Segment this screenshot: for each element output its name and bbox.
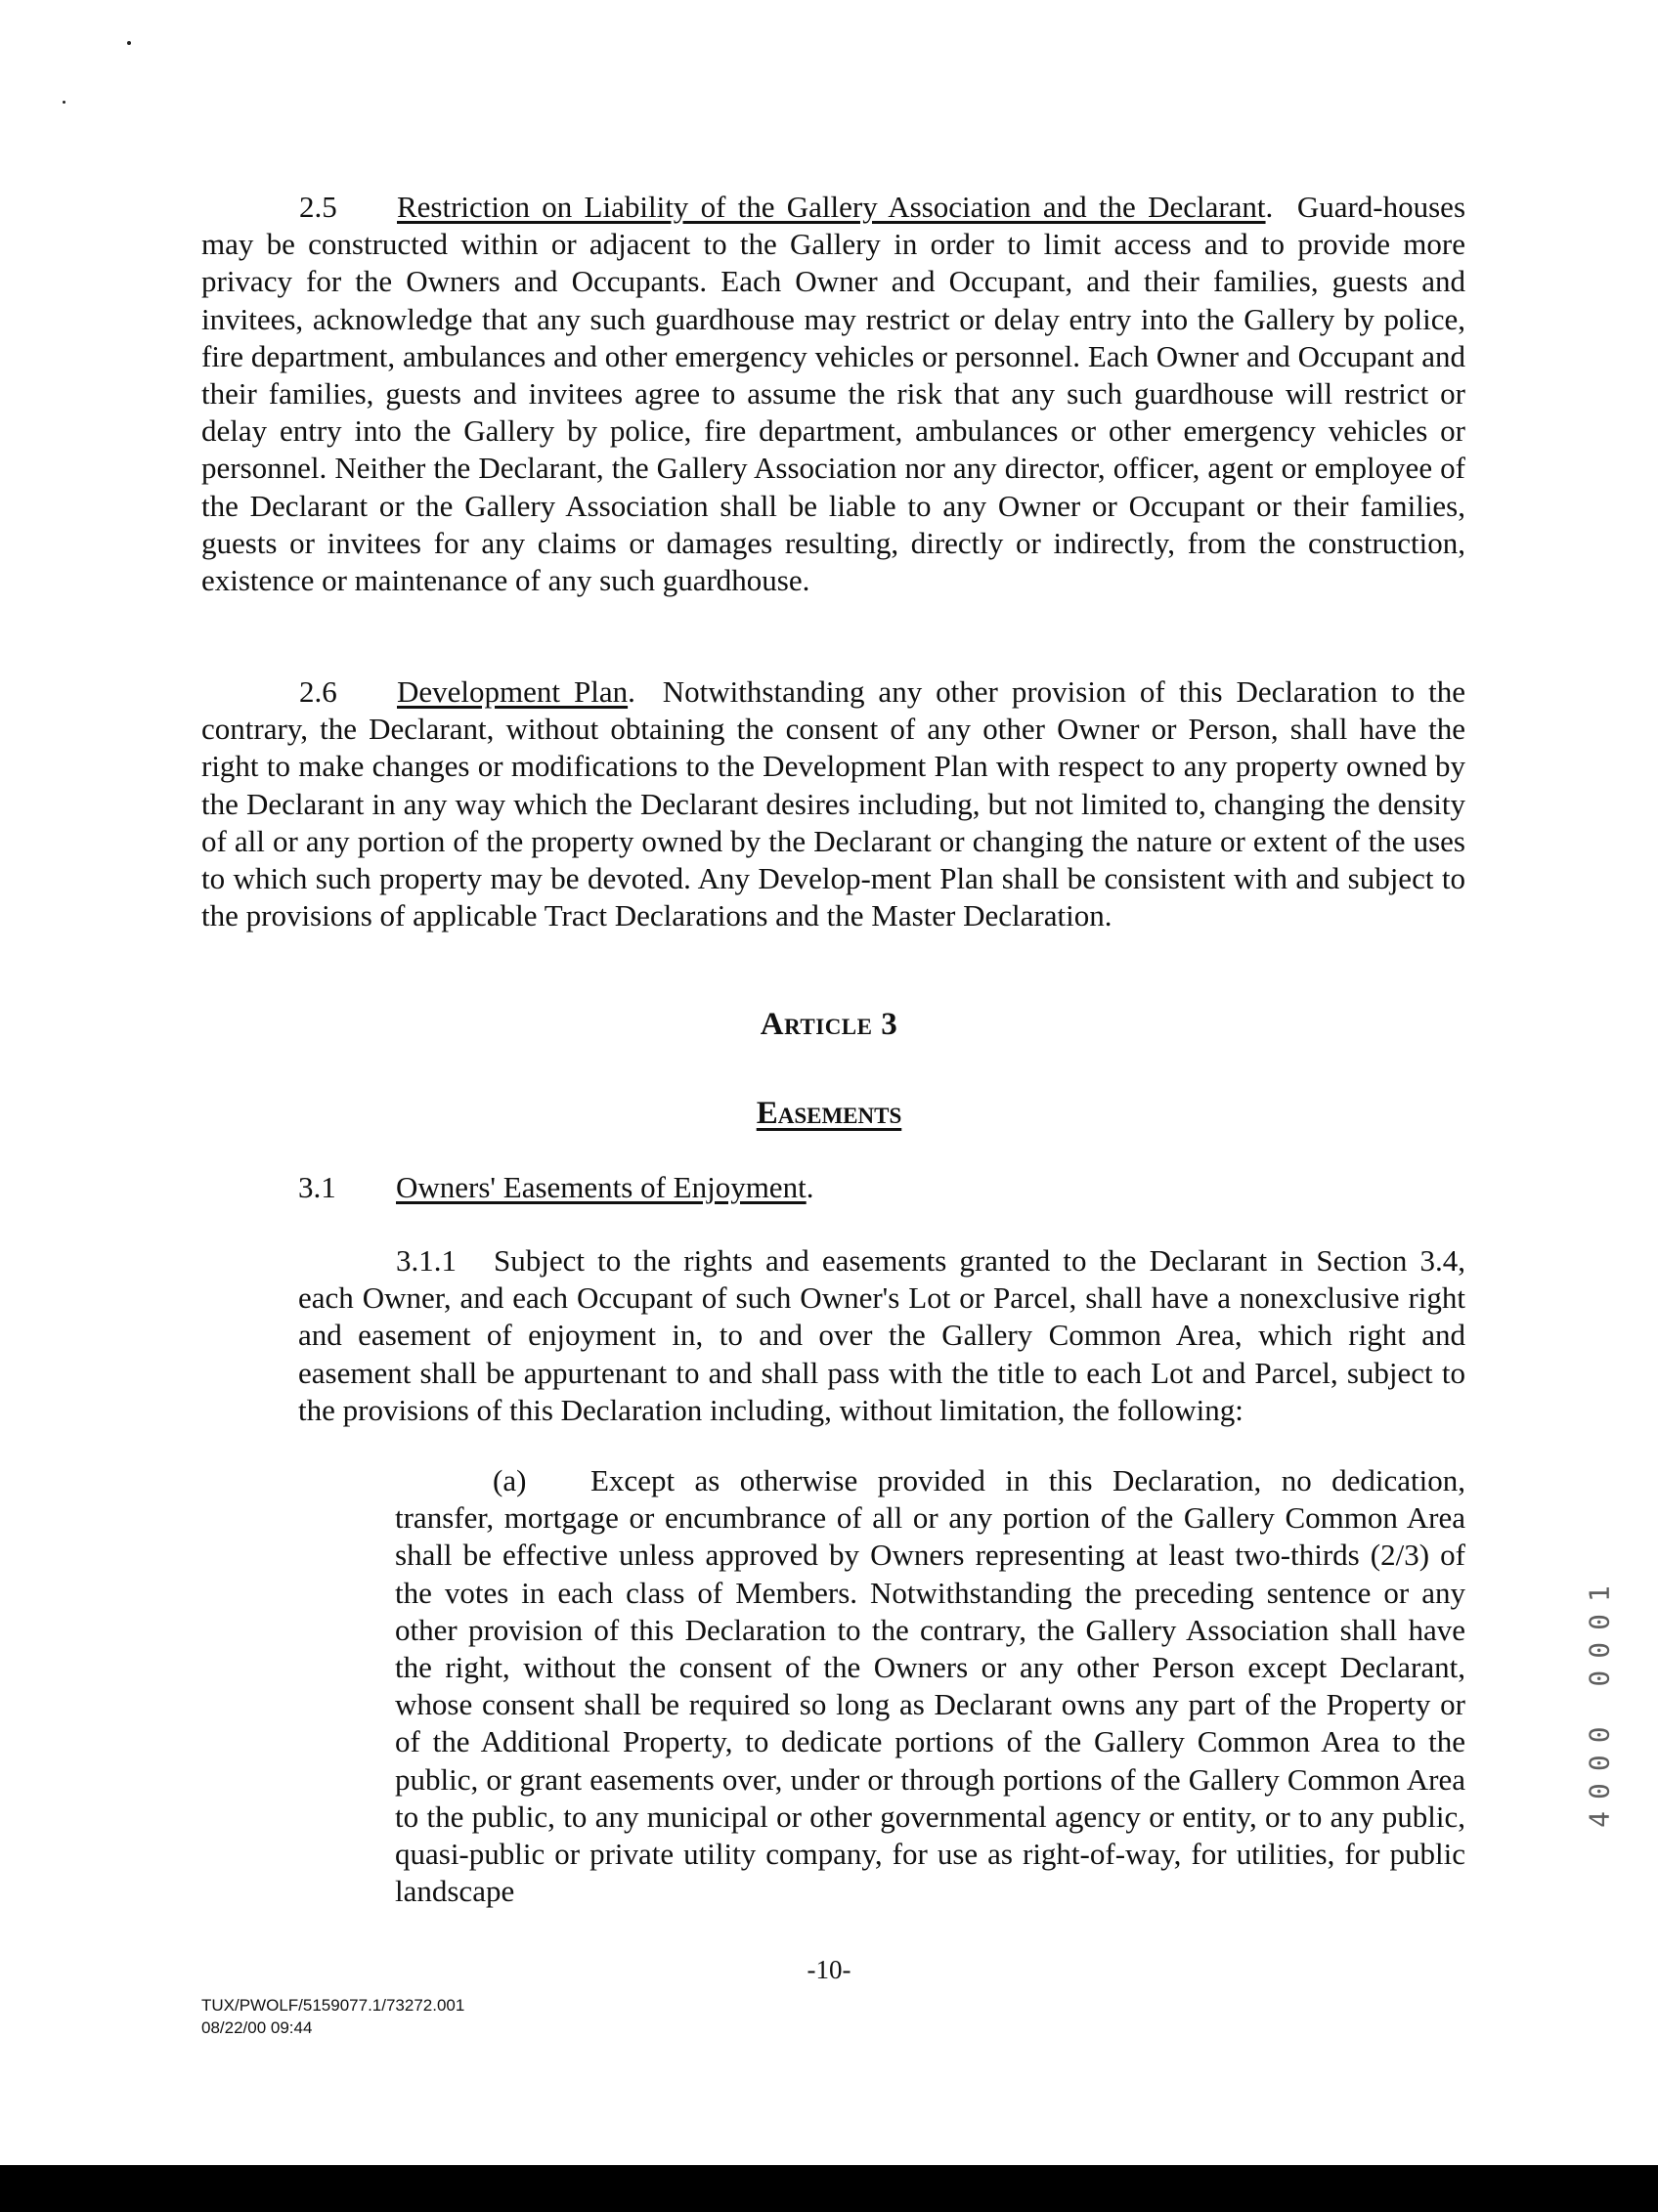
- scan-speck: [63, 101, 65, 104]
- section-body-text: Guard-houses may be constructed within or adjacent to the Gallery in order to limit access and to provide more privacy for the Owners and Occupants. Each Owner and Occupant, and their families, guests and invitees, acknowledge that any such guardhouse may restrict or delay entry into the Gallery by police, fire department, ambulances and other emergency vehicles or personnel. Each Owner and Occupant and their families, guests and invitees agree to assume the risk that any such guardhouse will restrict or delay entry into the Gallery by police, fire department, ambulances or other emergency vehicles or personnel. Neither the Declarant, the Gallery Association nor any director, officer, agent or employee of the Declarant or the Gallery Association shall be liable to any Owner or Occupant or their families, guests or invitees for any claims or damages resulting, directly or indirectly, from the construction, existence or maintenance of any such guardhouse.: [201, 190, 1466, 598]
- section-heading-end: .: [1265, 190, 1274, 224]
- section-heading: Development Plan: [397, 674, 629, 709]
- section-number: 2.5: [299, 190, 337, 224]
- section-body-text: Notwithstanding any other provision of this Declaration to the contrary, the Declarant, without obtaining the consent of any other Owner or Person, shall have the right to make changes or modifications to the Development Plan with respect to any property owned by the Declarant in any way which the Declarant desires including, but not limited to, changing the density of all or any portion of the property owned by the Declarant or changing the nature or extent of the uses to which such property may be devoted. Any Develop-ment Plan shall be consistent with and subject to the provisions of applicable Tract Declarations and the Master Declaration.: [201, 674, 1465, 933]
- section-2-5-paragraph: [201, 189, 1465, 599]
- section-heading-end: .: [628, 674, 635, 709]
- section-3-1-heading: [298, 1170, 813, 1205]
- page-number: -10-: [807, 1955, 851, 1984]
- document-id: TUX/PWOLF/5159077.1/73272.001: [201, 1996, 465, 2015]
- section-3-1-1: [298, 1242, 1465, 1429]
- section-body-text: Subject to the rights and easements granted to the Declarant in Section 3.4, each Owner, and each Occupant of such Owner's Lot or Parcel, shall have a nonexclusive right and easement of enjoyment in, to and over the Gallery Common Area, which right and easement shall be appurtenant to and shall pass with the title to each Lot and Parcel, subject to the provisions of this Declaration including, without limitation, the following:: [298, 1243, 1465, 1427]
- bates-stamp: [1580, 1525, 1619, 1877]
- item-label: (a): [493, 1463, 527, 1497]
- item-body-text: Except as otherwise provided in this Declaration, no dedication, transfer, mortgage or encumbrance of all or any portion of the Gallery Common Area shall be effective unless approved by Owners representing at least two-thirds (2/3) of the votes in each class of Members. Notwithstanding the preceding sentence or any other provision of this Declaration to the contrary, the Gallery Association shall have the right, without the consent of the Owners or any other Person except Declarant, whose consent shall be required so long as Declarant owns any part of the Property or of the Additional Property, to dedicate portions of the Gallery Common Area to the public, or grant easements over, under or through portions of the Gallery Common Area to the public, to any municipal or other governmental agency or entity, or to any public, quasi-public or private utility company, for use as right-of-way, for utilities, for public landscape: [395, 1463, 1465, 1909]
- section-number: 3.1: [298, 1170, 336, 1204]
- section-heading: Owners' Easements of Enjoyment: [396, 1170, 807, 1204]
- article-title: Article 3: [760, 1007, 898, 1042]
- bates-stamp-text: 4000 0001: [1583, 1574, 1616, 1828]
- section-2-5: [201, 189, 1465, 599]
- scan-speck: [127, 41, 131, 45]
- section-number: 2.6: [299, 674, 337, 709]
- item-a: [395, 1462, 1465, 1910]
- article-subtitle: Easements: [756, 1096, 902, 1131]
- document-reference: [201, 1994, 464, 2039]
- section-heading: Restriction on Liability of the Gallery Association and the Declarant: [397, 190, 1266, 224]
- section-heading-end: .: [806, 1170, 814, 1204]
- document-date: 08/22/00 09:44: [201, 2018, 313, 2037]
- section-number: 3.1.1: [396, 1243, 457, 1278]
- section-2-6-paragraph: [201, 673, 1465, 934]
- section-2-6: [201, 673, 1465, 934]
